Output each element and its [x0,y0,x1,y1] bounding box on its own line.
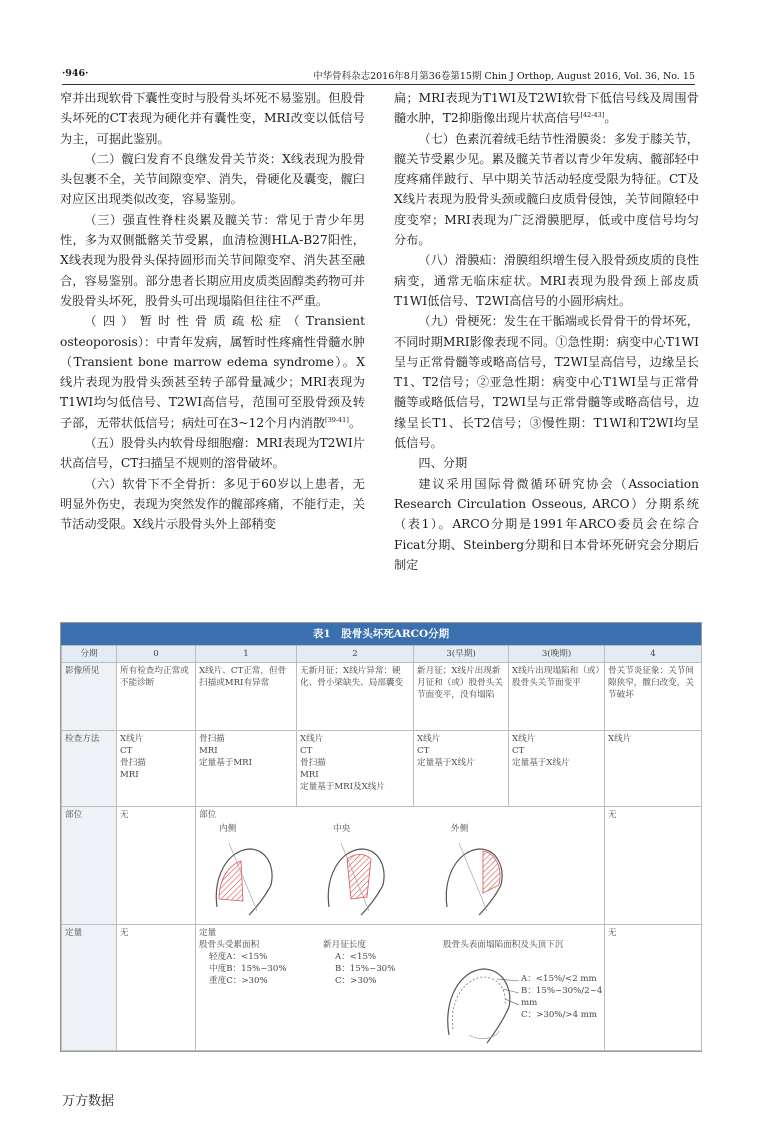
table-cell: X线片出现塌陷和（或）股骨头关节面变平 [509,663,605,731]
quantity-cell [196,925,605,1051]
table-cell: 无 [605,925,702,1051]
table-title: 表1 股骨头坏死ARCO分期 [61,623,701,645]
femoral-head-diagram-lateral [439,837,509,917]
table-header-row [62,646,702,663]
table-cell: X线片、CT正常，但骨扫描或MRI有异常 [196,663,297,731]
crescent-item: B：15%~30% [335,964,396,974]
femoral-head-diagram-medial [209,837,279,917]
paragraph [394,88,699,129]
femoral-head-diagram-central [321,837,391,917]
column-header: 3(早期) [414,646,509,663]
paragraph: （九）骨梗死：发生在干骺端或长骨骨干的骨坏死，不同时期MRI影像表现不同。①急性期：病变中心T1WI呈与正常骨髓等或略高信号，T2WI呈高信号，边缘呈长T1、T2信号；②亚急性期：病变中心T1WI呈与正常骨髓等或略低信号，T2WI呈与正常骨髓等或略高信号，边缘呈长T1、长T2信号；③慢性期：T1WI和T2WI均呈低信号。 [394,314,699,451]
paragraph: 建议采用国际骨微循环研究协会（Association Research Circulation Osseous, ARCO）分期系统（表1）。ARCO分期是1991年ARCO委员会在综合Ficat分期、Steinberg分期和日本骨坏死研究会分期后制定 [394,476,699,572]
column-header: 4 [605,646,702,663]
table-cell: X线片 CT 骨扫描 MRI [117,731,196,807]
paragraph: （五）股骨头内软骨母细胞瘤：MRI表现为T2WI片状高信号，CT扫描呈不规则的溶骨破坏。 [60,436,365,471]
left-column [60,88,365,535]
crescent-item: A：<15% [335,952,377,962]
paragraph-end: 。 [604,111,617,126]
column-header: 1 [196,646,297,663]
row-label: 部位 [62,807,117,925]
section-heading: 四、分期 [418,456,468,471]
table-row-location [62,807,702,925]
paragraph: （二）髋臼发育不良继发骨关节炎：X线表现为股骨头包裹不全，关节间隙变窄、消失，骨硬化及囊变，髋臼对应区出现类似改变，容易鉴别。 [60,151,365,207]
table-cell: X线片 CT 骨扫描 MRI 定量基于MRI及X线片 [297,731,414,807]
table-cell: X线片 CT 定量基于X线片 [509,731,605,807]
table-cell: 骨扫描 MRI 定量基于MRI [196,731,297,807]
table-cell: 骨关节炎征象：关节间隙狭窄，髋臼改变，关节破坏 [605,663,702,731]
table-row-quantity [62,925,702,1051]
column-header: 3(晚期) [509,646,605,663]
crescent-item: C：>30% [335,976,377,986]
femoral-head-collapse-diagram [439,955,519,1045]
region-label-lateral: 外侧 [451,824,469,834]
table-cell: X线片 CT 定量基于X线片 [414,731,509,807]
table-cell: 无 [605,807,702,925]
journal-citation: 中华骨科杂志2016年8月第36卷第15期 Chin J Orthop, August 2016, Vol. 36, No. 15 [313,71,695,82]
collapse-item: A：<15%/<2 mm [521,974,597,984]
collapse-item: C：>30%/>4 mm [521,1010,598,1020]
table-cell: X线片 [605,731,702,807]
quantity-title: 定量 [199,928,217,938]
table-cell: 新月征；X线片出现新月征和（或）股骨头关节面变平，没有塌陷 [414,663,509,731]
column-header: 分期 [62,646,117,663]
reference-mark: [39-41] [325,415,349,424]
row-label: 影像所见 [62,663,117,731]
right-column [394,88,699,575]
column-header: 2 [297,646,414,663]
paragraph: （三）强直性脊柱炎累及髋关节：常见于青少年男性，多为双侧骶髂关节受累，血清检测HLA-B27阳性，X线表现为股骨头保持圆形而关节间隙变窄、消失甚至融合，容易鉴别。部分患者长期应用皮质类固醇类药物可并发股骨头坏死，股骨头可出现塌陷但往往不严重。 [60,212,365,308]
quantity-subtitle: 股骨头受累面积 [199,940,260,950]
arco-staging-table [60,622,702,1052]
column-header: 0 [117,646,196,663]
paragraph-end: 。 [348,415,362,430]
collapse-title: 股骨头表面塌陷面积及头顶下沉 [443,940,564,950]
collapse-item: B：15%~30%/2~4 mm [521,986,603,1008]
paragraph [60,311,365,433]
table-cell: 无 [117,807,196,925]
reference-mark: [42-43] [580,111,605,120]
region-label-central: 中央 [333,824,351,834]
table-cell: 无 [117,925,196,1051]
paragraph: （七）色素沉着绒毛结节性滑膜炎：多发于膝关节，髋关节受累少见。累及髋关节者以青少年发病、髋部轻中度疼痛伴跛行、早中期关节活动轻度受限为特征。CT及X线片表现为股骨头颈或髋臼皮质骨侵蚀，关节间隙轻中度变窄；MRI表现为广泛滑膜肥厚，低或中度信号均匀分布。 [394,131,699,248]
location-title: 部位 [199,810,217,820]
quantity-item: 中度B：15%~30% [209,964,287,974]
quantity-item: 重度C：>30% [209,976,268,986]
crescent-length-title: 新月征长度 [323,940,366,950]
region-label-medial: 内侧 [219,824,237,834]
paragraph: （八）滑膜疝：滑膜组织增生侵入股骨颈皮质的良性病变，通常无临床症状。MRI表现为股骨颈上部皮质T1WI低信号、T2WI高信号的小圆形病灶。 [394,253,699,308]
paragraph: 窄并出现软骨下囊性变时与股骨头坏死不易鉴别。但股骨头坏死的CT表现为硬化并有囊性变，MRI改变以低信号为主，可据此鉴别。 [60,91,365,146]
table-row [62,663,702,731]
location-diagram-cell [196,807,605,925]
table-cell: 所有检查均正常或不能诊断 [117,663,196,731]
footer-watermark: 万方数据 [62,1094,115,1109]
paragraph: （六）软骨下不全骨折：多见于60岁以上患者，无明显外伤史，表现为突然发作的髋部疼痛，不能行走，关节活动受限。X线片示股骨头外上部稍变 [60,476,365,532]
paragraph-text: （四）暂时性骨质疏松症（Transient osteoporosis）：中青年发病，属暂时性疼痛性骨髓水肿（Transient bone marrow edema syndrome）。X线片表现为股骨头颈甚至转子部骨量减少；MRI表现为T1WI均匀低信号、T2WI高信号，范围可至股骨颈及转子部，无带状低信号；病灶可在3~12个月内消散 [60,314,365,430]
quantity-item: 轻度A：<15% [209,952,268,962]
table-row [62,731,702,807]
paragraph-text: 扁；MRI表现为T1WI及T2WI软骨下低信号线及周围骨髓水肿，T2抑脂像出现片状高信号 [394,91,699,126]
row-label: 定量 [62,925,117,1051]
table-cell: 无新月征；X线片异常：硬化、骨小梁缺失、局部囊变 [297,663,414,731]
row-label: 检查方法 [62,731,117,807]
running-header [62,68,695,85]
page-number: ·946· [62,68,89,79]
